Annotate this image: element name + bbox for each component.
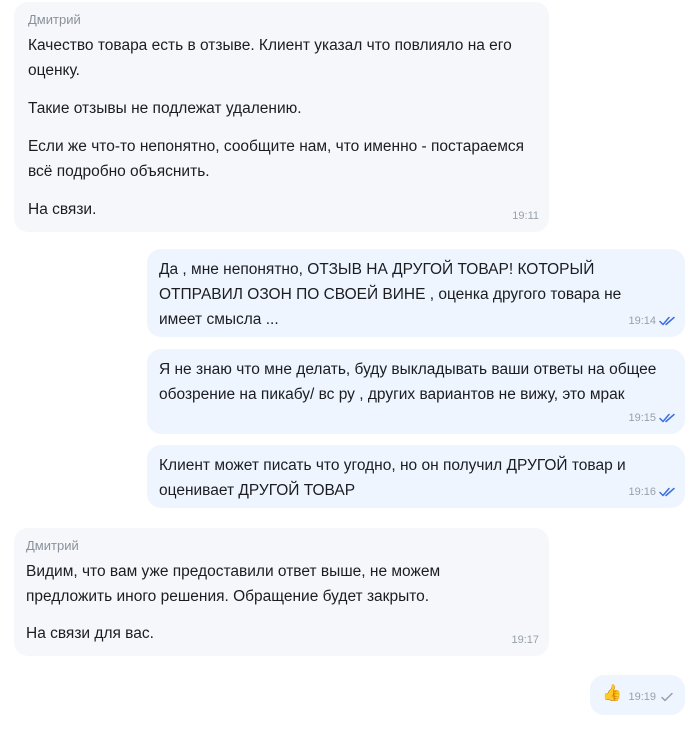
outgoing-message — [147, 249, 685, 337]
message-time: 19:17 — [511, 634, 539, 646]
message-time: 19:11 — [512, 210, 539, 222]
message-meta — [511, 634, 539, 646]
message-text: Я не знаю что мне делать, буду выкладывать ваши ответы на общее обозрение на пикабу/ вс ру , других вариантов не вижу, это мрак — [159, 361, 657, 403]
message-paragraph: На связи. — [28, 201, 97, 218]
thumbs-up-icon: 👍 — [602, 685, 622, 702]
message-text: Да , мне непонятно, ОТЗЫВ НА ДРУГОЙ ТОВАР! КОТОРЫЙ ОТПРАВИЛ ОЗОН ПО СВОЕЙ ВИНЕ , оценка другого товара не имеет смысла ... — [159, 261, 622, 328]
message-time: 19:15 — [628, 412, 656, 424]
message-meta — [628, 691, 675, 703]
message-time: 19:19 — [628, 691, 656, 703]
message-time: 19:16 — [628, 486, 656, 498]
sender-name: Дмитрий — [26, 538, 79, 553]
message-meta — [628, 412, 675, 424]
message-paragraph: Видим, что вам уже предоставили ответ выше, не можем предложить иного решения. Обращение будет закрыто. — [26, 563, 441, 605]
message-text: Клиент может писать что угодно, но он получил ДРУГОЙ товар и оценивает ДРУГОЙ ТОВАР — [159, 457, 626, 499]
incoming-message — [14, 2, 549, 232]
message-paragraph: Такие отзывы не подлежат удалению. — [28, 100, 302, 117]
message-paragraph: Если же что-то непонятно, сообщите нам, что именно - постараемся всё подробно объяснить. — [28, 138, 524, 180]
message-meta — [628, 486, 675, 498]
outgoing-message — [590, 675, 685, 715]
message-time: 19:14 — [628, 315, 656, 327]
incoming-message — [14, 528, 549, 656]
read-ticks-icon — [659, 316, 675, 326]
message-meta — [512, 210, 539, 222]
outgoing-message — [147, 349, 685, 434]
message-meta — [628, 315, 675, 327]
sender-name: Дмитрий — [28, 12, 81, 27]
read-ticks-icon — [659, 413, 675, 423]
outgoing-message — [147, 445, 685, 508]
read-ticks-icon — [659, 487, 675, 497]
message-paragraph: На связи для вас. — [26, 625, 154, 642]
message-paragraph: Качество товара есть в отзыве. Клиент указал что повлияло на его оценку. — [28, 37, 512, 79]
sent-tick-icon — [659, 692, 675, 702]
